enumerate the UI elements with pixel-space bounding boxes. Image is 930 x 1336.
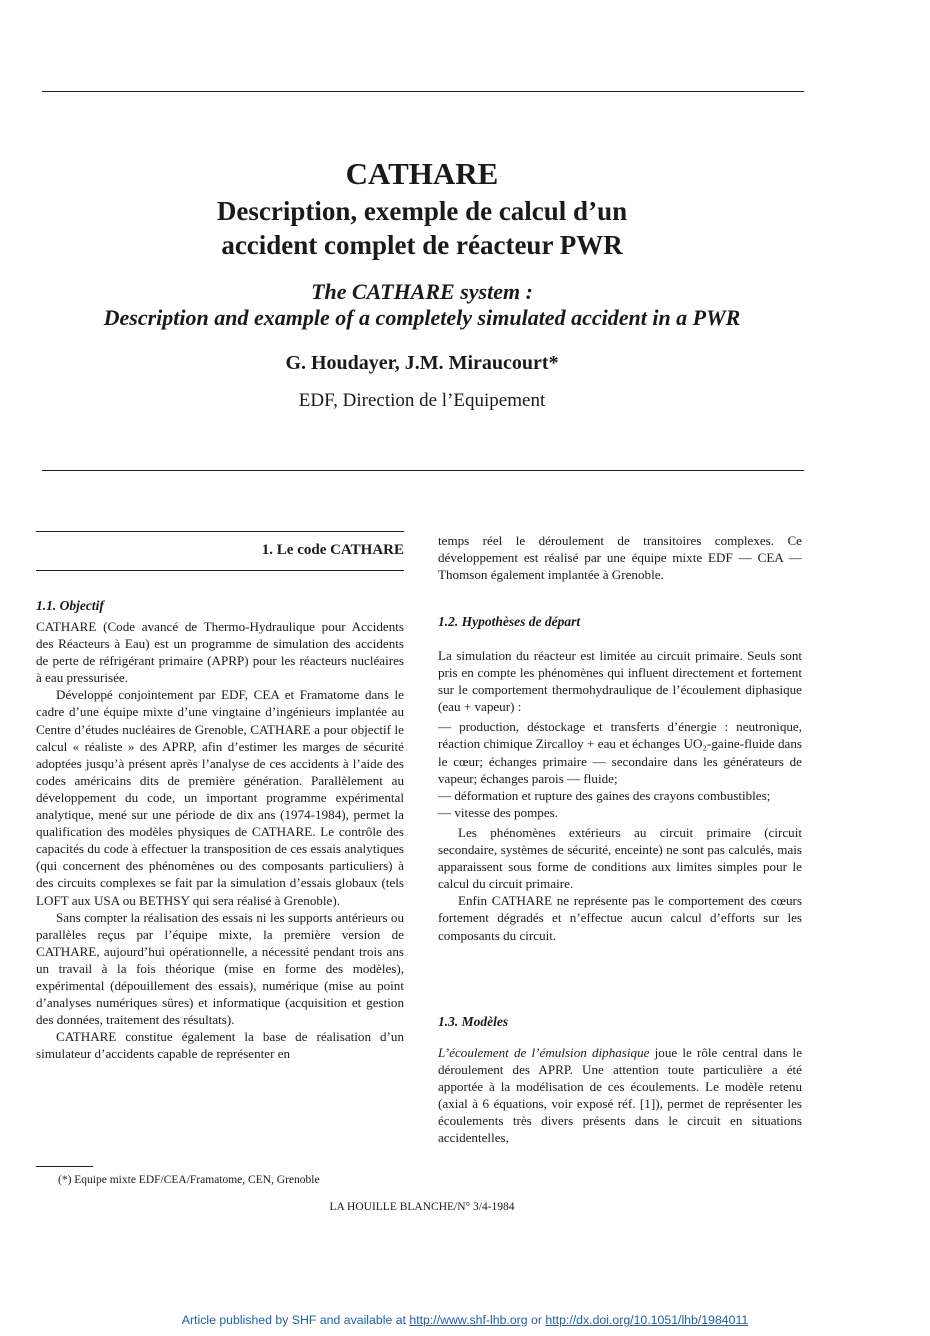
subsection-heading-1-3: 1.3. Modèles [438, 1014, 509, 1029]
list-item: — production, déstockage et transferts d’énergie : neutronique, réaction chimique Zircalloy + eau et échanges UO₂-gaine-fluide dans le cœur; échanges primaire — secondaire dans les générateurs de vapeur; échanges parois — fluide; [438, 719, 802, 786]
shf-link[interactable]: http://www.shf-lhb.org [409, 1313, 528, 1327]
footnote-rule [36, 1166, 93, 1167]
title-line-3: accident complet de réacteur PWR [221, 230, 623, 260]
subsection-heading-1-1: 1.1. Objectif [36, 598, 104, 613]
section-heading-1: 1. Le code CATHARE [36, 531, 404, 571]
emphasis: L’écoulement de l’émulsion diphasique [438, 1045, 650, 1060]
paragraph [438, 1044, 802, 1147]
publisher-line [0, 1313, 930, 1328]
right-column-hypotheses [438, 647, 802, 944]
title-line-2: Description, exemple de calcul d’un [216, 196, 628, 226]
footnote: (*) Equipe mixte EDF/CEA/Framatome, CEN, Grenoble [58, 1174, 320, 1186]
header-bottom-rule [42, 470, 804, 471]
journal-reference: LA HOUILLE BLANCHE/N° 3/4-1984 [329, 1201, 515, 1213]
paragraph: Enfin CATHARE ne représente pas le comportement des cœurs fortement dégradés et n’effectue aucun calcul d’efforts sur les composants du circuit. [438, 893, 802, 943]
paragraph: Sans compter la réalisation des essais ni les supports antérieurs ou parallèles reçus par l’équipe mixte, la première version de CATHARE, aujourd’hui opérationnelle, a nécessité pendant trois ans un travail à la fois théorique (mise en forme des modèles), expérimental (dépouillement des essais), numérique (mise au point d’analyses numériques sûres) et informatique (acquisition et gestion des données, traitement des résultats). [36, 909, 404, 1028]
doi-link[interactable]: http://dx.doi.org/10.1051/lhb/1984011 [545, 1313, 749, 1327]
publisher-middle: or [527, 1313, 546, 1327]
right-column-top [438, 532, 802, 583]
paragraph: La simulation du réacteur est limitée au circuit primaire. Seuls sont pris en compte les phénomènes qui influent directement et fortement sur le comportement thermohydraulique de l’écoulement diphasique (eau + vapeur) : [438, 648, 802, 715]
list-item: — déformation et rupture des gaines des crayons combustibles; [438, 787, 771, 803]
english-title-line-1: The CATHARE system : [311, 279, 533, 304]
english-title-line-2: Description and example of a completely simulated accident in a PWR [103, 305, 741, 330]
paragraph: CATHARE (Code avancé de Thermo-Hydraulique pour Accidents des Réacteurs à Eau) est un programme de simulation des accidents de perte de réfrigérant primaire (APRP) pour les réacteurs nucléaires à eau pressurisée. [36, 619, 404, 686]
paragraph: CATHARE constitue également la base de réalisation d’un simulateur d’accidents capable de représenter en [36, 1029, 404, 1062]
paragraph: Les phénomènes extérieurs au circuit primaire (circuit secondaire, systèmes de sécurité, enceinte) ne sont pas calculés, mais apparaissent sous forme de conditions aux limites simples pour le calcul du circuit primaire. [438, 824, 802, 892]
authors: G. Houdayer, J.M. Miraucourt* [285, 352, 559, 374]
list-item: — vitesse des pompes. [438, 804, 559, 820]
left-column [36, 618, 404, 1062]
title-main: CATHARE [345, 156, 499, 191]
right-column-models [438, 1044, 802, 1147]
paper-title [0, 156, 844, 192]
paragraph: Développé conjointement par EDF, CEA et Framatome dans le cadre d’une équipe mixte d’une vingtaine d’ingénieurs implantée au Centre d’études nucléaires de Grenoble, CATHARE a pour objectif le calcul « réaliste » des APRP, afin d’estimer les marges de sécurité adoptées jusqu’à présent après l’analyse de ces accidents à l’aide des codes américains dits de première génération. Parallèlement au développement du code, un important programme expérimental analytique, mené sur une période de dix ans (1974-1984), permet la qualification des modèles physiques de CATHARE. Le contrôle des capacités du code à effectuer la transposition de ces essais analytiques (qui concernent des phénomènes ou des composants particuliers) à des circuits complexes se fait par la simulation d’essais globaux (tels LOFT aux USA ou BETHSY qui sera réalisé à Grenoble). [36, 687, 404, 908]
paragraph-text: joue le rôle central dans le déroulement des APRP. Une attention toute particulière a été apportée à la modélisation de ces écoulements. Le modèle retenu (axial à 6 équations, voir exposé réf. [1]), permet de représenter les écoulements très divers présents dans le circuit en situations accidentelles, [438, 1045, 803, 1146]
paragraph: temps réel le déroulement de transitoires complexes. Ce développement est réalisé par une équipe mixte EDF — CEA — Thomson également implantée à Grenoble. [438, 533, 802, 583]
publisher-prefix: Article published by SHF and available at [181, 1313, 410, 1327]
top-rule [42, 91, 804, 92]
affiliation: EDF, Direction de l’Equipement [298, 390, 546, 411]
subsection-heading-1-2: 1.2. Hypothèses de départ [438, 614, 581, 629]
